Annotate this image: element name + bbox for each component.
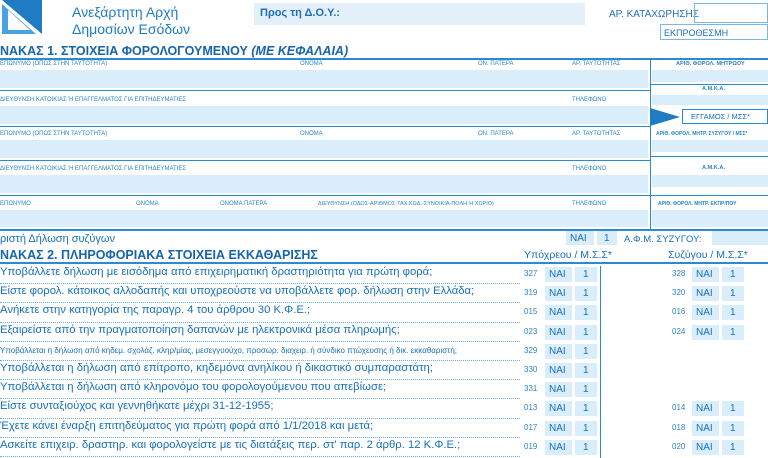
spouse-checkbox-value: 1 [730, 441, 736, 453]
rep-address-label: ΔΙΕΥΘΥΝΣΗ (ΟΔΟΣ-ΑΡΙΘΜΟΣ-ΤΑΧ.ΚΩΔ.-ΣΥΝΟΙΚΙΑ-ΠΟΛΗ Ή ΧΩΡΙΟ) [318, 201, 494, 207]
amka-label: Α.Μ.Κ.Α. [702, 86, 725, 92]
spouse-question-code: 320 [672, 288, 686, 298]
spouse-checkbox-value: 1 [730, 422, 736, 434]
spouse-checkbox-value: 1 [730, 326, 736, 338]
column-divider [600, 324, 601, 343]
name-label: ΟΝΟΜΑ [300, 61, 323, 67]
question-code: 331 [524, 384, 538, 394]
rep-phone-label: ΤΗΛΕΦΩΝΟ [572, 201, 607, 207]
yes-label: ΝΑΙ [549, 403, 566, 415]
question-text: Υποβάλλεται η δήλωση από επίτροπο, κηδεμόνα ανηλίκου ή δικαστικό συμπαραστάτη; [0, 362, 433, 374]
question-text: Έχετε κάνει έναρξη επιτηδεύματος για πρώτη φορά από 1/1/2018 και μετά; [0, 419, 374, 432]
id-label: ΑΡ. ΤΑΥΤΟΤΗΤΑΣ [572, 61, 621, 67]
yes-label: ΝΑΙ [549, 307, 566, 319]
yes-label: ΝΑΙ [549, 422, 566, 434]
question-text: Εξαιρείστε από την πραγματοποίηση δαπανών με ηλεκτρονικά μέσα πληρωμής; [0, 323, 400, 336]
yes-label: ΝΑΙ [549, 345, 566, 357]
column-divider [600, 439, 601, 458]
yes-label: ΝΑΙ [549, 441, 566, 453]
spouse-address-row[interactable] [0, 175, 648, 193]
father-label: ΟΝ. ΠΑΤΕΡΑ [478, 61, 514, 67]
row-divider [0, 437, 520, 438]
checkbox-value: 1 [583, 326, 589, 338]
question-code: 330 [524, 365, 538, 374]
phone-label: ΤΗΛΕΦΩΝΟ [572, 97, 607, 103]
row-divider [0, 360, 520, 361]
spouse-question-code: 328 [672, 269, 686, 278]
question-code: 013 [524, 403, 538, 413]
spouse-surname-label: ΕΠΩΝΥΜΟ (ΟΠΩΣ ΣΤΗΝ ΤΑΥΤΟΤΗΤΑ) [0, 131, 108, 137]
doy-label: Προς τη Δ.Ο.Υ.: [260, 7, 340, 19]
row-divider [0, 302, 520, 303]
rep-surname-label: ΕΠΩΝΥΜΟ [0, 201, 31, 207]
checkbox-value: 1 [583, 307, 589, 319]
column-divider [600, 381, 601, 400]
spouse-yes-label: ΝΑΙ [696, 307, 713, 319]
column-divider [600, 285, 601, 304]
spouse-afm-label: ΑΡΙΘ. ΦΟΡΟΛ. ΜΗΤΡ. ΣΥΖΥΓΟΥ / ΜΣΣ* [656, 131, 748, 137]
registration-field[interactable] [694, 3, 768, 23]
question-text: Υποβάλλεται η δήλωση από κηδεμ. σχολάζ. κληρ/μίας, μεσεγγυούχο, προσωρ. διαχειρ. ή σύνδικο πτώχευσης ή δικ. εκκαθαριστή; [0, 345, 457, 355]
rep-afm-field[interactable] [652, 210, 768, 227]
question-text: Είστε συνταξιούχος και γεννηθήκατε μέχρι 31-12-1955; [0, 400, 274, 413]
question-text: Υποβάλλεται η δήλωση από κληρονόμο του φορολογούμενου που απεβίωσε; [0, 381, 387, 394]
taxpayer-col-header: Υπόχρεου / Μ.Σ.Σ* [524, 249, 612, 261]
checkbox-value: 1 [583, 384, 589, 396]
question-text: Ασκείτε επιχειρ. δραστηρ. και φορολογείστε με τις διατάξεις περ. στ' παρ. 2 άρθρ. 12 Κ.Φ.Ε.; [0, 438, 461, 451]
column-divider [600, 362, 601, 381]
checkbox-value: 1 [583, 269, 589, 280]
spouse-address-label: ΔΙΕΥΘΥΝΣΗ ΚΑΤΟΙΚΙΑΣ Ή ΕΠΑΓΓΕΛΜΑΤΟΣ ΓΙΑ ΕΠΙΤΗΔΕΥΜΑΤΙΕΣ [0, 166, 187, 172]
row-divider [0, 398, 520, 399]
table2-title: ΝΑΚΑΣ 2. ΠΛΗΡΟΦΟΡΙΑΚΑ ΣΤΟΙΧΕΙΑ ΕΚΚΑΘΑΡΙΣΗΣ [0, 248, 318, 262]
spouse-yes-label: ΝΑΙ [696, 441, 713, 453]
question-code: 017 [524, 422, 538, 432]
yes-label: ΝΑΙ [549, 269, 566, 280]
spouse-name-row[interactable] [0, 140, 648, 158]
spouse-afm-inline-field[interactable] [712, 231, 768, 245]
spouse-yes-label: ΝΑΙ [696, 403, 713, 415]
spouse-col-header: Συζύγου / Μ.Σ.Σ* [668, 249, 748, 261]
rep-afm-label: ΑΡΙΘ. ΦΟΡΟΛ. ΜΗΤΡ. ΕΚΠΡ/ΠΟΥ [658, 201, 737, 207]
checkbox-value: 1 [583, 345, 589, 357]
row-divider [0, 456, 520, 457]
separate-one: 1 [604, 233, 610, 244]
column-divider [600, 304, 601, 323]
row-divider [0, 322, 520, 323]
separate-yes: ΝΑΙ [570, 233, 587, 244]
checkbox-value: 1 [583, 288, 589, 300]
row-divider [0, 341, 520, 342]
spouse-id-label: ΑΡ. ΤΑΥΤΟΤΗΤΑΣ [572, 131, 621, 137]
spouse-checkbox-value: 1 [730, 288, 736, 300]
row-divider [0, 379, 520, 380]
spouse-question-code: 016 [672, 307, 686, 317]
spouse-question-code: 014 [672, 403, 686, 413]
spouse-yes-label: ΝΑΙ [696, 269, 713, 280]
taxpayer-name-row[interactable] [0, 70, 648, 88]
surname-label: ΕΠΩΝΥΜΟ (ΟΠΩΣ ΣΤΗΝ ΤΑΥΤΟΤΗΤΑ) [0, 61, 108, 67]
row-divider [0, 283, 520, 284]
checkbox-value: 1 [583, 403, 589, 415]
yes-label: ΝΑΙ [549, 365, 566, 376]
spouse-question-code: 020 [672, 441, 686, 451]
yes-label: ΝΑΙ [549, 384, 566, 396]
yes-label: ΝΑΙ [549, 288, 566, 300]
spouse-question-code: 018 [672, 422, 686, 432]
address-label: ΔΙΕΥΘΥΝΣΗ ΚΑΤΟΙΚΙΑΣ Ή ΕΠΑΓΓΕΛΜΑΤΟΣ ΓΙΑ ΕΠΙΤΗΔΕΥΜΑΤΙΕΣ [0, 97, 187, 103]
overdue-label: ΕΚΠΡΟΘΕΣΜΗ [664, 28, 729, 38]
column-divider [600, 343, 601, 362]
spouse-checkbox-value: 1 [730, 403, 736, 415]
column-divider [600, 266, 601, 285]
spouse-father-label: ΟΝ. ΠΑΤΕΡΑ [478, 131, 514, 137]
separate-declaration-label: ριστή Δήλωση συζύγων [0, 233, 116, 245]
taxpayer-address-row[interactable] [0, 106, 648, 124]
authority-name-line2: Δημοσίων Εσόδων [72, 21, 191, 37]
spouse-question-code: 024 [672, 326, 686, 336]
checkbox-value: 1 [583, 422, 589, 434]
column-divider [600, 400, 601, 419]
spouse-yes-label: ΝΑΙ [696, 288, 713, 300]
rep-name-label: ΟΝΟΜΑ [136, 201, 159, 207]
authority-name-line1: Ανεξάρτητη Αρχή [72, 4, 179, 20]
spouse-checkbox-value: 1 [730, 307, 736, 319]
married-label: ΕΓΓΑΜΟΣ / ΜΣΣ* [691, 112, 750, 121]
question-code: 015 [524, 307, 538, 317]
rep-father-label: ΟΝΟΜΑ ΠΑΤΕΡΑ [220, 201, 268, 207]
yes-label: ΝΑΙ [549, 326, 566, 338]
checkbox-value: 1 [583, 441, 589, 453]
amka-field[interactable] [652, 95, 768, 105]
row-divider [0, 418, 520, 419]
spouse-yes-label: ΝΑΙ [696, 422, 713, 434]
spouse-name-label: ΟΝΟΜΑ [300, 131, 323, 137]
table1-title: ΝΑΚΑΣ 1. ΣΤΟΙΧΕΙΑ ΦΟΡΟΛΟΓΟΥΜΕΝΟΥ (ΜΕ ΚΕΦΑΛΑΙΑ) [0, 44, 349, 58]
aade-logo-icon [2, 0, 42, 36]
afm-field[interactable] [652, 70, 768, 82]
spouse-yes-label: ΝΑΙ [696, 326, 713, 338]
checkbox-value: 1 [583, 365, 589, 376]
spouse-amka-label: Α.Μ.Κ.Α. [702, 165, 725, 171]
question-code: 023 [524, 326, 538, 336]
representative-row[interactable] [0, 210, 648, 227]
question-code: 319 [524, 288, 538, 298]
spouse-amka-field[interactable] [652, 175, 768, 187]
spouse-afm-inline-label: Α.Φ.Μ. ΣΥΖΥΓΟΥ: [624, 234, 702, 245]
spouse-phone-label: ΤΗΛΕΦΩΝΟ [572, 166, 607, 172]
question-code: 327 [524, 269, 538, 278]
registration-label: ΑΡ. ΚΑΤΑΧΩΡΗΣΗΣ [609, 9, 699, 20]
question-text: Είστε φορολ. κάτοικος αλλοδαπής και υποχρεούστε να υποβάλλετε φορ. δήλωση στην Ελλάδα; [0, 285, 475, 298]
spouse-afm-field[interactable] [652, 140, 768, 152]
afm-label: ΑΡΙΘ. ΦΟΡΟΛ. ΜΗΤΡΩΟΥ [676, 61, 745, 67]
question-text: Ανήκετε στην κατηγορία της παραγρ. 4 του άρθρου 30 Κ.Φ.Ε.; [0, 304, 311, 317]
column-divider [600, 420, 601, 439]
question-text: Υποβάλλετε δήλωση με εισόδημα από επιχειρηματική δραστηριότητα για πρώτη φορά; [0, 266, 433, 278]
spouse-checkbox-value: 1 [730, 269, 736, 280]
question-code: 019 [524, 441, 538, 451]
question-code: 329 [524, 345, 538, 355]
